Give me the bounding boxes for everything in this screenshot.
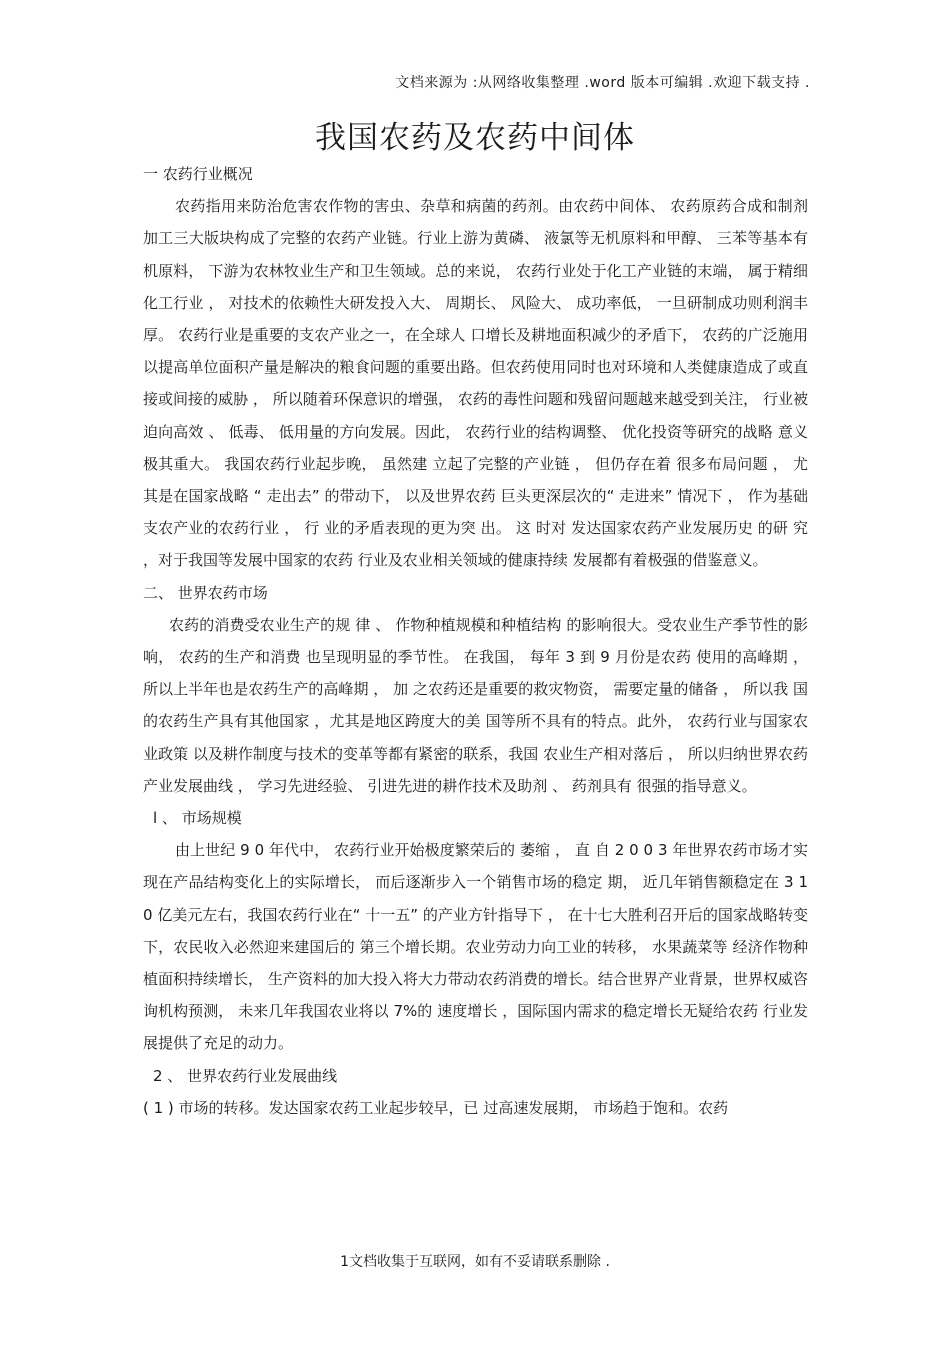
section-1-heading: 一 农药行业概况 — [143, 165, 253, 183]
subsection-market-size-paragraph: 由上世纪 9 0 年代中， 农药行业开始极度繁荣后的 萎缩 ， 直 自 2 0 0 3 年世界农药市场才实现在产品结构变化上的实际增长， 而后逐渐步入一个销售市场的稳定 期， 近几年销售额稳定在 3 1 0 亿美元左右，我国农药行业在“ 十一五” 的产业方针指导下 ， 在十七大胜利召开后的国家战略转变下，农民收入必然迎来建国后的 第三个增长期。农业劳动力向工业的转移， 水果蔬菜等 经济作物种植面积持续增长， 生产资料的加大投入将大力带动农药消费的增长。结合世界产业背景，世界权威咨询机构预测， 未来几年我国农业将以 7%的 速度增长 ，国际国内需求的稳定增长无疑给农药 行业发展提供了充足的动力。 — [143, 841, 808, 1053]
header-source-note: 文档来源为 :从网络收集整理 .word 版本可编辑 .欢迎下载支持 . — [395, 75, 810, 91]
document-body — [143, 158, 808, 1124]
subsection-market-size-heading: l 、 市场规模 — [153, 809, 242, 828]
subsection-development-curve-paragraph: ( 1 ) 市场的转移。发达国家农药工业起步较早，已 过高速发展期， 市场趋于饱和。农药 — [143, 1098, 729, 1117]
section-2-heading: 二、 世界农药市场 — [143, 583, 268, 602]
footer-note: 1文档收集于互联网，如有不妥请联系删除 . — [340, 1254, 610, 1270]
subsection-development-curve-heading: 2 、 世界农药行业发展曲线 — [153, 1066, 338, 1085]
section-2-paragraph: 农药的消费受农业生产的规 律 、 作物种植规模和种植结构 的影响很大。受农业生产季节性的影响， 农药的生产和消费 也呈现明显的季节性。 在我国， 每年 3 到 9 月份是农药 使用的高峰期 ， 所以上半年也是农药生产的高峰期 ， 加 之农药还是重要的救灾物资， 需要定量的储备 ， 所以我 国的农药生产具有其他国家 ，尤其是地区跨度大的美 国等所不具有的特点。此外， 农药行业与国家农业政策 以及耕作制度与技术的变革等都有紧密的联系，我国 农业生产相对落后 ， 所以归纳世界农药产业发展曲线 ， 学习先进经验、 引进先进的耕作技术及助剂 、 药剂具有 很强的指导意义。 — [143, 615, 808, 795]
document-title: 我国农药及农药中间体 — [315, 120, 635, 156]
section-1-paragraph: 农药指用来防治危害农作物的害虫、杂草和病菌的药剂。由农药中间体、 农药原药合成和制剂加工三大版块构成了完整的农药产业链。行业上游为黄磷、 液氯等无机原料和甲醇、 三苯等基本有机原料， 下游为农林牧业生产和卫生领域。总的来说， 农药行业处于化工产业链的末端， 属于精细化工行业 ， 对技术的依赖性大研发投入大、 周期长、 风险大、 成功率低， 一旦研制成功则利润丰厚。 农药行业是重要的支农产业之一，在全球人 口增长及耕地面积减少的矛盾下， 农药的广泛施用 以提高单位面积产量是解决的粮食问题的重要出路。但农药使用同时也对环境和人类健康造成了或直接或间接的威胁 ， 所以随着环保意识的增强， 农药的毒性问题和残留问题越来越受到关注， 行业被迫向高效 、 低毒、 低用量的方向发展。因此， 农药行业的结构调整、 优化投资等研究的战略 意义极其重大。 我国农药行业起步晚， 虽然建 立起了完整的产业链 ， 但仍存在着 很多布局问题 ， 尤其是在国家战略 “ 走出去” 的带动下， 以及世界农药 巨头更深层次的“ 走进来” 情况下 ， 作为基础支农产业的农药行业 ， 行 业的矛盾表现的更为突 出。 这 时对 发达国家农药产业发展历史 的研 究 ，对于我国等发展中国家的农药 行业及农业相关领域的健康持续 发展都有着极强的借鉴意义。 — [143, 197, 808, 570]
